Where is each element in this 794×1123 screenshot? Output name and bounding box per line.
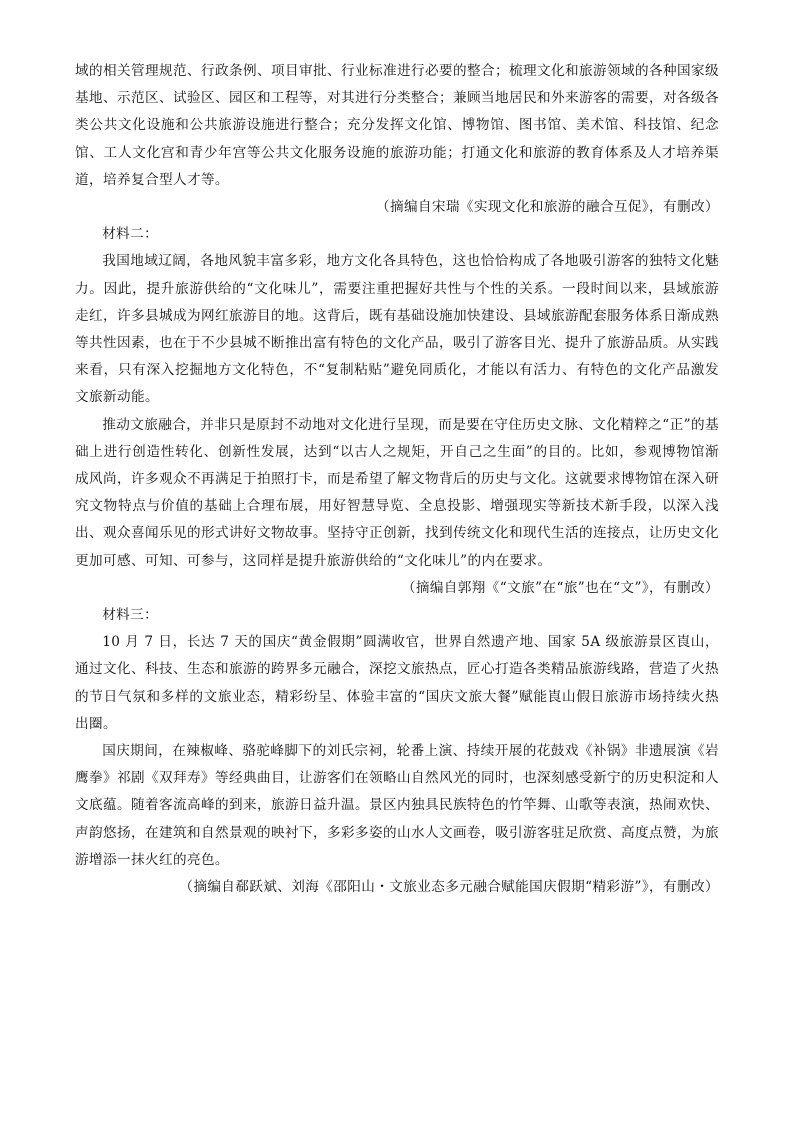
section-label-material-three: 材料三： [102, 607, 159, 624]
paragraph-material-one-end: 域的相关管理规范、行政条例、项目审批、行业标准进行必要的整合；梳理文化和旅游领域的各种国家级基地、示范区、试验区、园区和工程等，对其进行分类整合；兼顾当地居民和外来游客的需要，对各级各类公共文化设施和公共旅游设施进行整合；充分发挥文化馆、博物馆、图书馆、美术馆、科技馆、纪念馆、工人文化宫和青少年宫等公共文化服务设施的旅游功能；打通文化和旅游的教育体系及人才培养渠道，培养复合型人才等。 [75, 63, 719, 188]
paragraph-material-three-first: 10 月 7 日，长达 7 天的国庆“黄金假期”圆满收官，世界自然遗产地、国家 5A 级旅游景区崀山，通过文化、科技、生态和旅游的跨界多元融合，深挖文旅热点，匠心打造各类精品旅游线路，营造了火热的节日气氛和多样的文旅业态，精彩纷呈、体验丰富的“国庆文旅大餐”赋能崀山假日旅游市场持续火热出圈。 [75, 634, 719, 732]
source-citation-three: （摘编自郗跃斌、刘海《邵阳山・文旅业态多元融合赋能国庆假期“精彩游”》，有删改） [179, 879, 719, 896]
section-label-material-two: 材料二： [102, 226, 159, 243]
paragraph-material-three-second: 国庆期间，在辣椒峰、骆驼峰脚下的刘氏宗祠，轮番上演、持续开展的花鼓戏《补锅》非遗展演《岩鹰拳》祁剧《双拜寿》等经典曲目，让游客们在领略山自然风光的同时，也深刻感受新宁的历史积淀和人文底蕴。随着客流高峰的到来，旅游日益升温。景区内独具民族特色的竹竿舞、山歌等表演，热闹欢快、声韵悠扬，在建筑和自然景观的映衬下，多彩多姿的山水人文画卷，吸引游客驻足欣赏、高度点赞，为旅游增添一抹火红的亮色。 [75, 743, 719, 868]
document-page [75, 58, 719, 901]
source-citation-one: （摘编自宋瑞《实现文化和旅游的融合互促》，有删改） [375, 199, 719, 216]
source-citation-two: （摘编自郭翔《“文旅”在“旅”也在“文”》，有删改） [401, 579, 719, 596]
paragraph-material-two-second: 推动文旅融合，并非只是原封不动地对文化进行呈现，而是要在守住历史文脉、文化精粹之“正”的基础上进行创造性转化、创新性发展，达到“以古人之规矩，开自己之生面”的目的。比如，参观博物馆渐成风尚，许多观众不再满足于拍照打卡，而是希望了解文物背后的历史与文化。这就要求博物馆在深入研究文物特点与价值的基础上合理布展，用好智慧导览、全息投影、增强现实等新技术新手段，以深入浅出、观众喜闻乐见的形式讲好文物故事。坚持守正创新，找到传统文化和现代生活的连接点，让历史文化更加可感、可知、可参与，这同样是提升旅游供给的“文化味儿”的内在要求。 [75, 416, 719, 569]
paragraph-material-two-first: 我国地域辽阔，各地风貌丰富多彩，地方文化各具特色，这也恰恰构成了各地吸引游客的独特文化魅力。因此，提升旅游供给的“文化味儿”，需要注重把握好共性与个性的关系。一段时间以来，县域旅游走红，许多县城成为网红旅游目的地。这背后，既有基础设施加快建设、县域旅游配套服务体系日渐成熟等共性因素，也在于不少县城不断推出富有特色的文化产品，吸引了游客目光、提升了旅游品质。从实践来看，只有深入挖掘地方文化特色，不“复制粘贴”避免同质化，才能以有活力、有特色的文化产品激发文旅新动能。 [75, 253, 719, 406]
